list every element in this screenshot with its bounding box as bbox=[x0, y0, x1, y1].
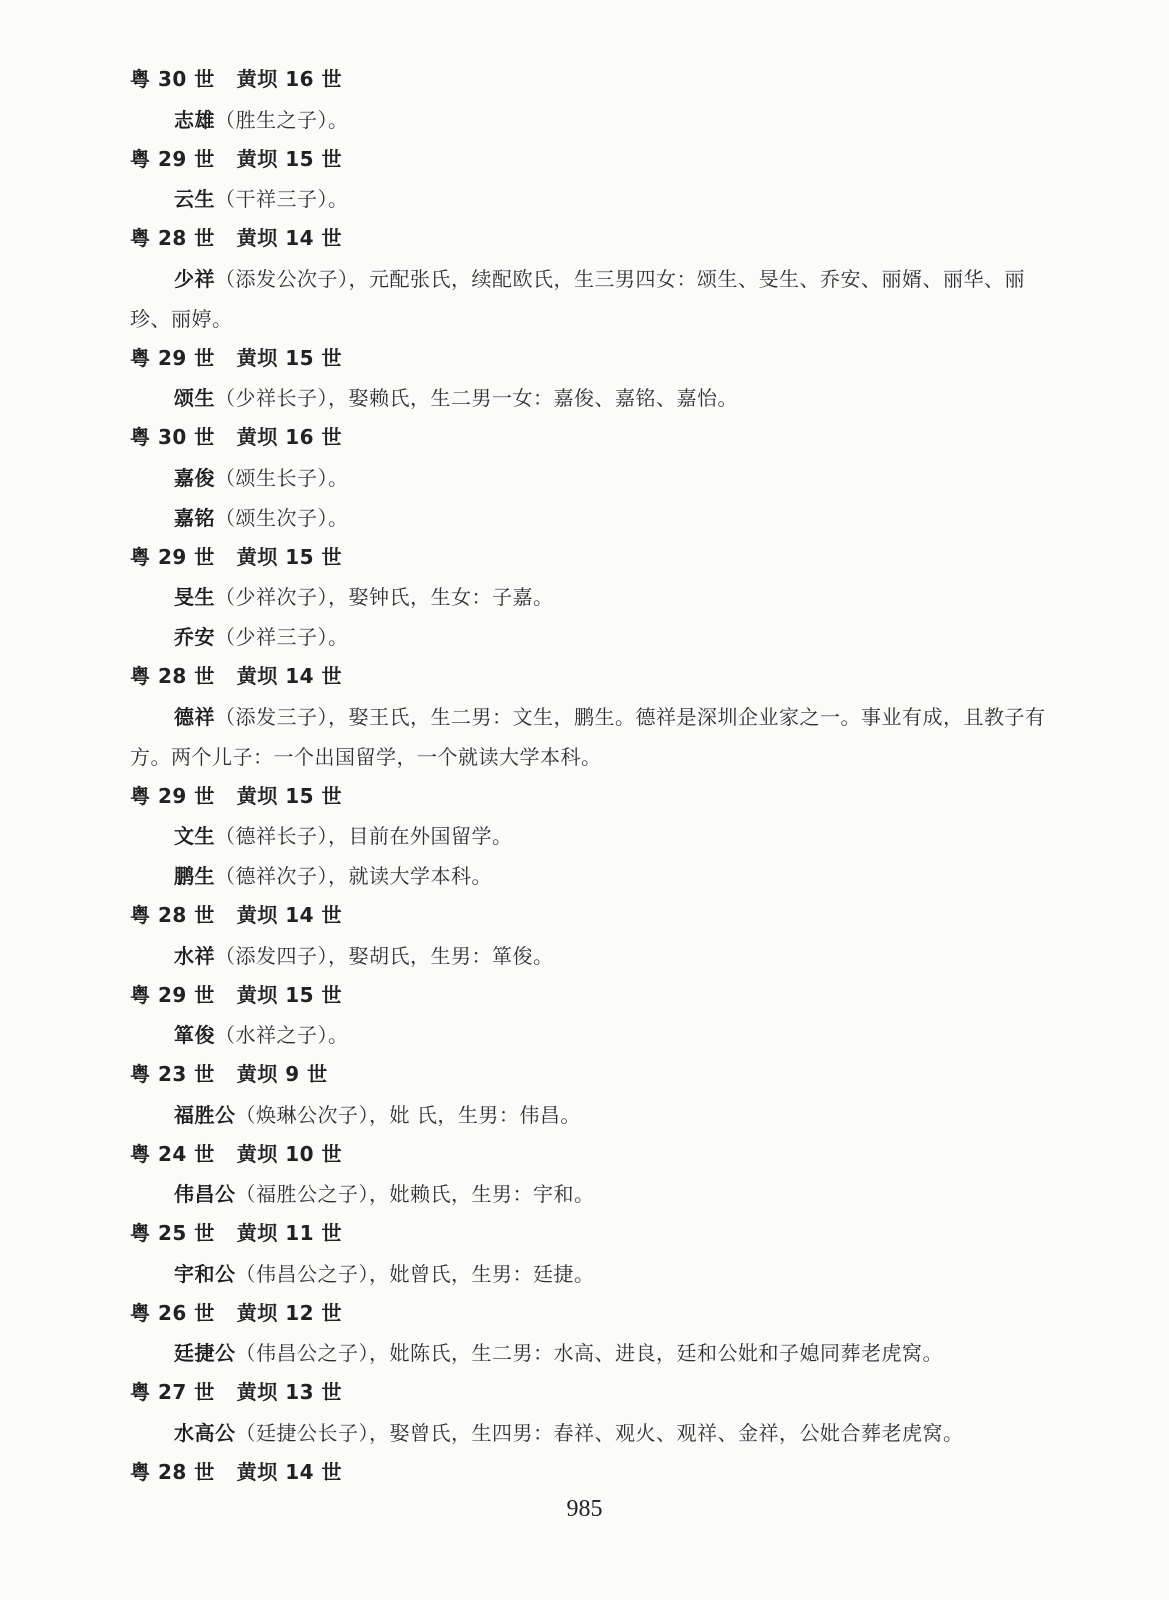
person-name: 嘉铭 bbox=[174, 505, 215, 530]
person-description: （颂生次子）。 bbox=[215, 505, 349, 530]
huangba-generation: 黄坝 13 世 bbox=[236, 1380, 343, 1404]
yue-generation: 粤 29 世 bbox=[130, 146, 215, 171]
yue-generation: 粤 23 世 bbox=[130, 1062, 215, 1086]
huangba-generation: 黄坝 15 世 bbox=[236, 544, 343, 569]
person-description: （德祥长子），目前在外国留学。 bbox=[215, 824, 513, 848]
person-description: （干祥三子）。 bbox=[215, 187, 349, 211]
generation-heading bbox=[130, 1055, 1060, 1095]
person-description: （伟昌公之子），妣曾氏，生男：廷捷。 bbox=[235, 1261, 595, 1286]
person-entry bbox=[130, 936, 1060, 976]
person-name: 文生 bbox=[174, 824, 215, 848]
person-name: 水高公 bbox=[174, 1420, 236, 1445]
yue-generation: 粤 30 世 bbox=[130, 67, 215, 91]
person-name: 乔安 bbox=[174, 625, 215, 649]
person-name: 云生 bbox=[174, 187, 215, 211]
generation-heading bbox=[130, 976, 1060, 1016]
generation-heading bbox=[130, 1373, 1060, 1413]
person-entry bbox=[130, 577, 1060, 617]
person-name: 鹏生 bbox=[174, 864, 215, 888]
genealogy-entries bbox=[130, 60, 1060, 1492]
yue-generation: 粤 27 世 bbox=[130, 1380, 215, 1404]
generation-heading bbox=[130, 1135, 1060, 1175]
person-name: 水祥 bbox=[174, 943, 215, 968]
huangba-generation: 黄坝 15 世 bbox=[236, 345, 343, 370]
huangba-generation: 黄坝 16 世 bbox=[236, 67, 343, 91]
person-entry bbox=[130, 1095, 1060, 1135]
person-name: 嘉俊 bbox=[174, 465, 215, 490]
person-entry bbox=[130, 378, 1060, 418]
person-entry bbox=[130, 1333, 1060, 1373]
generation-heading bbox=[130, 657, 1060, 697]
person-entry bbox=[130, 1254, 1060, 1294]
huangba-generation: 黄坝 10 世 bbox=[236, 1141, 343, 1166]
yue-generation: 粤 26 世 bbox=[130, 1300, 215, 1325]
yue-generation: 粤 28 世 bbox=[130, 1459, 215, 1484]
person-name: 宇和公 bbox=[174, 1261, 236, 1286]
yue-generation: 粤 24 世 bbox=[130, 1141, 215, 1166]
person-name: 箪俊 bbox=[174, 1023, 215, 1047]
huangba-generation: 黄坝 15 世 bbox=[236, 146, 343, 171]
person-name: 志雄 bbox=[174, 107, 215, 132]
huangba-generation: 黄坝 16 世 bbox=[236, 425, 343, 449]
huangba-generation: 黄坝 14 世 bbox=[236, 1459, 343, 1484]
person-description: （少祥三子）。 bbox=[215, 625, 349, 649]
person-description: （胜生之子）。 bbox=[215, 107, 349, 132]
person-description: （颂生长子）。 bbox=[215, 465, 349, 490]
person-description: （添发公次子），元配张氏，续配欧氏，生三男四女：颂生、旻生、乔安、丽婿、丽华、丽珍、丽婷。 bbox=[130, 266, 1025, 331]
page-number: 985 bbox=[566, 1496, 603, 1522]
generation-heading bbox=[130, 777, 1060, 817]
person-name: 廷捷公 bbox=[174, 1341, 236, 1365]
person-entry bbox=[130, 1015, 1060, 1055]
person-name: 伟昌公 bbox=[174, 1182, 236, 1206]
generation-heading bbox=[130, 418, 1060, 458]
person-description: （焕琳公次子），妣 氏，生男：伟昌。 bbox=[235, 1102, 581, 1127]
yue-generation: 粤 29 世 bbox=[130, 544, 215, 569]
person-entry bbox=[130, 458, 1060, 498]
yue-generation: 粤 30 世 bbox=[130, 425, 215, 449]
generation-heading bbox=[130, 538, 1060, 578]
generation-heading bbox=[130, 219, 1060, 259]
yue-generation: 粤 28 世 bbox=[130, 664, 215, 688]
yue-generation: 粤 28 世 bbox=[130, 226, 215, 250]
person-description: （少祥长子），娶赖氏，生二男一女：嘉俊、嘉铭、嘉怡。 bbox=[215, 386, 738, 410]
generation-heading bbox=[130, 1294, 1060, 1334]
person-description: （福胜公之子），妣赖氏，生男：宇和。 bbox=[235, 1182, 595, 1206]
person-name: 颂生 bbox=[174, 386, 215, 410]
person-entry bbox=[130, 856, 1060, 896]
person-description: （德祥次子），就读大学本科。 bbox=[215, 864, 492, 888]
person-entry bbox=[130, 1174, 1060, 1214]
huangba-generation: 黄坝 12 世 bbox=[236, 1300, 343, 1325]
person-name: 德祥 bbox=[174, 704, 215, 729]
person-description: （廷捷公长子），娶曾氏，生四男：春祥、观火、观祥、金祥，公妣合葬老虎窝。 bbox=[235, 1420, 964, 1445]
person-entry bbox=[130, 1413, 1060, 1453]
person-entry bbox=[130, 259, 1060, 339]
person-name: 旻生 bbox=[174, 585, 215, 609]
generation-heading bbox=[130, 1453, 1060, 1493]
huangba-generation: 黄坝 11 世 bbox=[236, 1221, 343, 1245]
generation-heading bbox=[130, 896, 1060, 936]
yue-generation: 粤 28 世 bbox=[130, 903, 215, 927]
yue-generation: 粤 25 世 bbox=[130, 1221, 215, 1245]
person-description: （添发四子），娶胡氏，生男：箪俊。 bbox=[215, 943, 554, 968]
huangba-generation: 黄坝 15 世 bbox=[236, 783, 343, 808]
person-entry bbox=[130, 498, 1060, 538]
person-entry bbox=[130, 179, 1060, 219]
huangba-generation: 黄坝 15 世 bbox=[236, 982, 343, 1007]
person-name: 福胜公 bbox=[174, 1102, 236, 1127]
huangba-generation: 黄坝 14 世 bbox=[236, 664, 343, 688]
huangba-generation: 黄坝 9 世 bbox=[236, 1062, 328, 1086]
person-entry bbox=[130, 617, 1060, 657]
yue-generation: 粤 29 世 bbox=[130, 982, 215, 1007]
person-description: （添发三子），娶王氏，生二男：文生，鹏生。德祥是深圳企业家之一。事业有成，且教子有方。两个儿子：一个出国留学，一个就读大学本科。 bbox=[130, 704, 1046, 769]
person-entry bbox=[130, 697, 1060, 777]
huangba-generation: 黄坝 14 世 bbox=[236, 226, 343, 250]
person-description: （水祥之子）。 bbox=[215, 1023, 349, 1047]
person-name: 少祥 bbox=[174, 266, 215, 291]
yue-generation: 粤 29 世 bbox=[130, 783, 215, 808]
yue-generation: 粤 29 世 bbox=[130, 345, 215, 370]
generation-heading bbox=[130, 339, 1060, 379]
generation-heading bbox=[130, 140, 1060, 180]
generation-heading bbox=[130, 1214, 1060, 1254]
person-description: （少祥次子），娶钟氏，生女：子嘉。 bbox=[215, 585, 554, 609]
person-description: （伟昌公之子），妣陈氏，生二男：水高、进良，廷和公妣和子媳同葬老虎窝。 bbox=[235, 1341, 943, 1365]
person-entry bbox=[130, 100, 1060, 140]
huangba-generation: 黄坝 14 世 bbox=[236, 903, 343, 927]
person-entry bbox=[130, 816, 1060, 856]
generation-heading bbox=[130, 60, 1060, 100]
